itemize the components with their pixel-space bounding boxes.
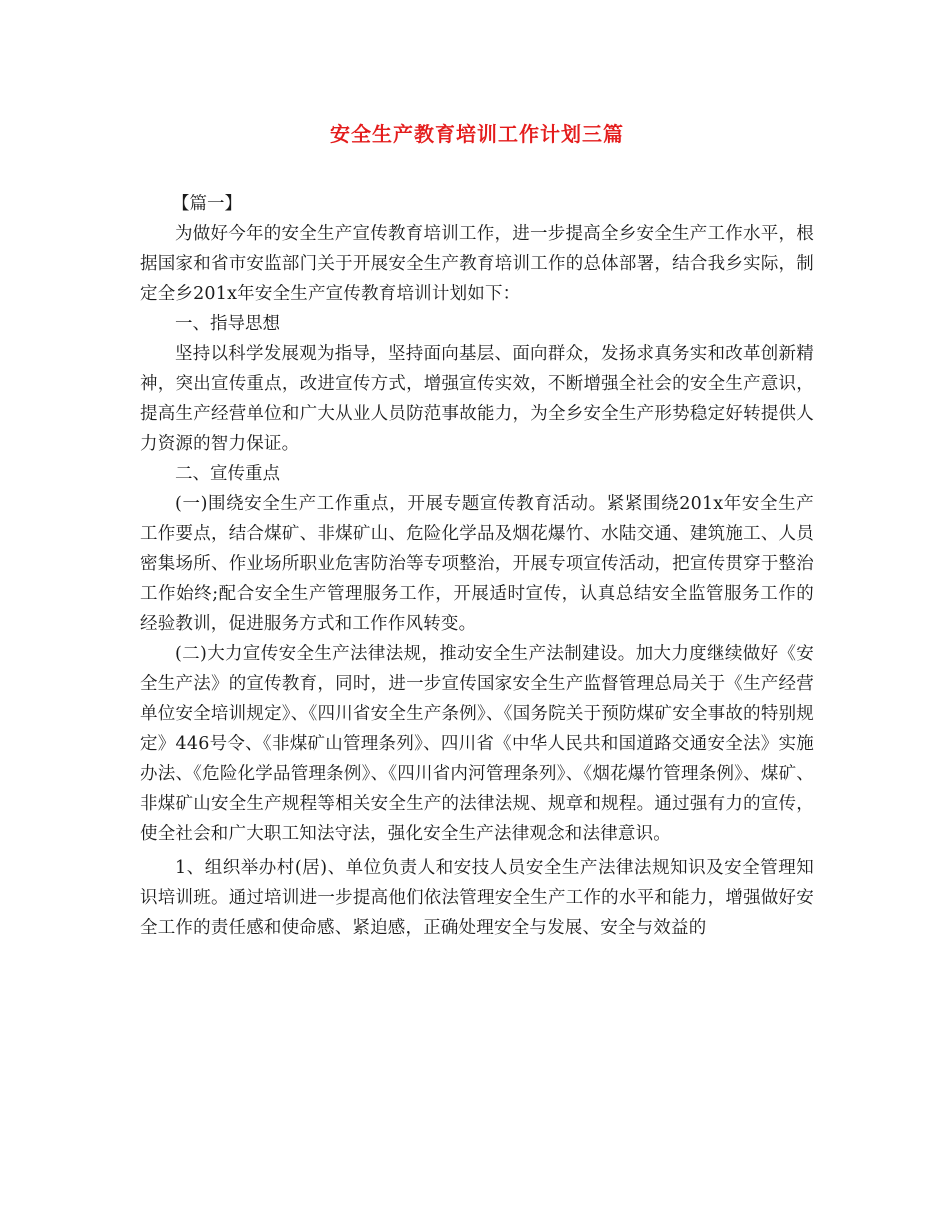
- section-tag: 【篇一】: [172, 194, 242, 214]
- paragraph-guiding-thought: 坚持以科学发展观为指导，坚持面向基层、面向群众，发扬求真务实和改革创新精神，突出宣传重点，改进宣传方式，增强宣传实效，不断增强全社会的安全生产意识，提高生产经营单位和广大从业人员防范事故能力，为全乡安全生产形势稳定好转提供人力资源的智力保证。: [140, 344, 814, 454]
- paragraph-training-item-1: 1、组织举办村(居)、单位负责人和安技人员安全生产法律法规知识及安全管理知识培训班。通过培训进一步提高他们依法管理安全生产工作的水平和能力，增强做好安全工作的责任感和使命感、紧迫感，正确处理安全与发展、安全与效益的: [140, 858, 814, 938]
- paragraph-focus-one: (一)围绕安全生产工作重点，开展专题宣传教育活动。紧紧围绕201x年安全生产工作要点，结合煤矿、非煤矿山、危险化学品及烟花爆竹、水陆交通、建筑施工、人员密集场所、作业场所职业危害防治等专项整治，开展专项宣传活动，把宣传贯穿于整治工作始终;配合安全生产管理服务工作，开展适时宣传，认真总结安全监管服务工作的经验教训，促进服务方式和工作作风转变。: [140, 494, 814, 634]
- document-title: 安全生产教育培训工作计划三篇: [330, 122, 624, 146]
- heading-guiding-thought: 一、指导思想: [175, 314, 280, 334]
- paragraph-focus-two: (二)大力宣传安全生产法律法规，推动安全生产法制建设。加大力度继续做好《安全生产法》的宣传教育，同时，进一步宣传国家安全生产监督管理总局关于《生产经营单位安全培训规定》、《四川省安全生产条例》、《国务院关于预防煤矿安全事故的特别规定》446号令、《非煤矿山管理条列》、四川省《中华人民共和国道路交通安全法》实施办法、《危险化学品管理条例》、《四川省内河管理条列》、《烟花爆竹管理条例》、煤矿、非煤矿山安全生产规程等相关安全生产的法律法规、规章和规程。通过强有力的宣传，使全社会和广大职工知法守法，强化安全生产法律观念和法律意识。: [140, 644, 814, 844]
- intro-paragraph: 为做好今年的安全生产宣传教育培训工作，进一步提高全乡安全生产工作水平，根据国家和省市安监部门关于开展安全生产教育培训工作的总体部署，结合我乡实际，制定全乡201x年安全生产宣传教育培训计划如下：: [140, 224, 814, 304]
- heading-publicity-focus: 二、宣传重点: [175, 464, 280, 484]
